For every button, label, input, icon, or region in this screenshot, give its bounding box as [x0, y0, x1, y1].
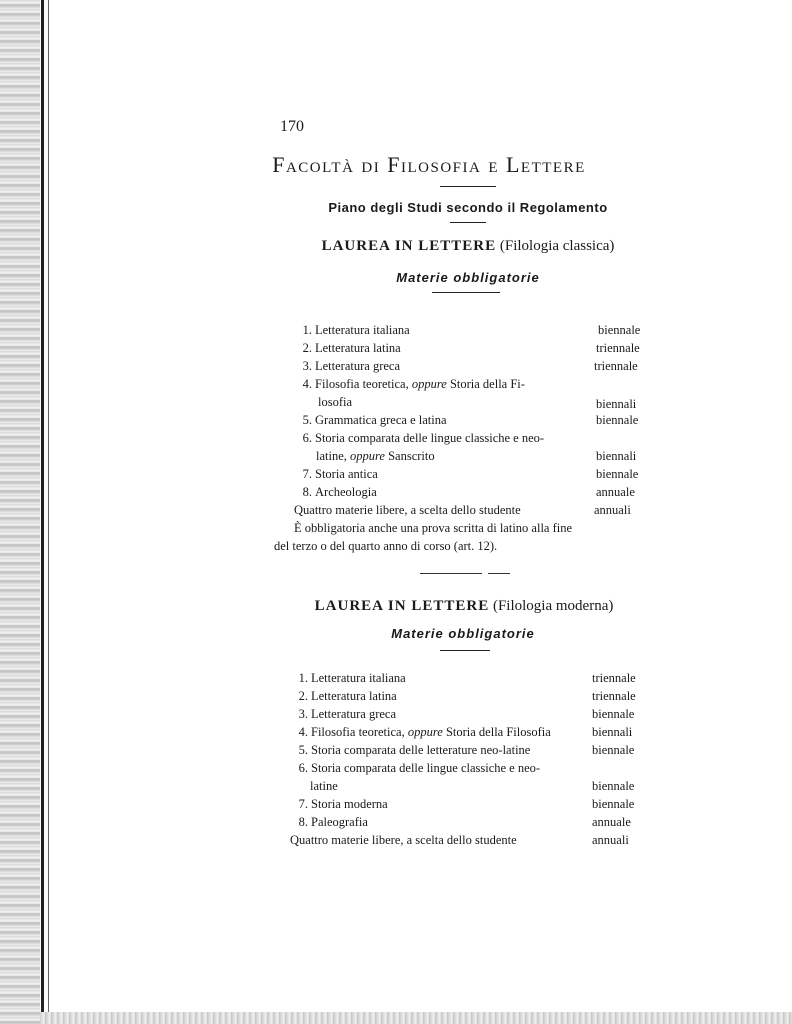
duration: annuale — [596, 485, 635, 499]
duration: triennale — [592, 671, 636, 685]
list-item: 6. Storia comparata delle lingue classiche e neo- — [302, 431, 545, 445]
section-separator — [420, 573, 482, 574]
list-item: 8. Archeologia — [302, 485, 377, 499]
duration: triennale — [592, 689, 636, 703]
duration: annuale — [592, 815, 631, 829]
list-item: 5. Storia comparata delle letterature neo-latine — [298, 743, 531, 757]
list-item: 3. Letteratura greca — [302, 359, 401, 373]
duration: biennale — [592, 797, 635, 811]
section-title-moderna: LAUREA IN LETTERE (Filologia moderna) — [314, 598, 614, 614]
list-item: 4. Filosofia teoretica, oppure Storia della Fi- — [302, 377, 525, 391]
page-bottom-edge — [40, 1012, 792, 1024]
duration: annuali — [592, 833, 629, 847]
duration: biennale — [592, 779, 635, 793]
list-item: 2. Letteratura latina — [298, 689, 397, 703]
duration: annuali — [594, 503, 631, 517]
written-exam-note-cont: del terzo o del quarto anno di corso (art. 12). — [274, 539, 498, 553]
list-item: 3. Letteratura greca — [298, 707, 397, 721]
free-subjects: Quattro materie libere, a scelta dello studente — [290, 833, 517, 847]
plan-rule — [450, 222, 486, 223]
list-item: 7. Storia moderna — [298, 797, 388, 811]
written-exam-note: È obbligatoria anche una prova scritta di latino alla fine — [294, 521, 573, 535]
faculty-title: Facoltà di Filosofia e Lettere — [272, 152, 586, 177]
duration: biennale — [592, 707, 635, 721]
title-rule — [440, 186, 496, 187]
subtitle-rule-moderna — [440, 650, 490, 651]
subtitle-classica: Materie obbligatorie — [396, 270, 540, 285]
plan-title: Piano degli Studi secondo il Regolamento — [328, 200, 608, 215]
section-separator — [488, 573, 510, 574]
page-number: 170 — [280, 118, 304, 135]
section-title-classica: LAUREA IN LETTERE (Filologia classica) — [321, 238, 615, 254]
subtitle-rule-classica — [432, 292, 500, 293]
subtitle-moderna: Materie obbligatorie — [391, 626, 535, 641]
list-item: 7. Storia antica — [302, 467, 378, 481]
list-item: 5. Grammatica greca e latina — [302, 413, 447, 427]
duration: triennale — [596, 341, 640, 355]
duration: biennali — [596, 449, 637, 463]
duration: biennale — [596, 413, 639, 427]
duration: biennali — [592, 725, 633, 739]
list-item: 6. Storia comparata delle lingue classiche e neo- — [298, 761, 541, 775]
list-item: 8. Paleografia — [298, 815, 368, 829]
list-item: 1. Letteratura italiana — [302, 323, 410, 337]
duration: biennale — [592, 743, 635, 757]
duration: biennale — [598, 323, 641, 337]
list-item: 2. Letteratura latina — [302, 341, 401, 355]
duration: biennale — [596, 467, 639, 481]
list-item-continuation: latine — [310, 779, 338, 793]
list-item-continuation: latine, oppure Sanscrito — [316, 449, 435, 463]
list-item: 1. Letteratura italiana — [298, 671, 406, 685]
duration: triennale — [594, 359, 638, 373]
list-item: 4. Filosofia teoretica, oppure Storia della Filosofia — [298, 725, 551, 739]
list-item-continuation: losofia — [318, 395, 353, 409]
duration: biennali — [596, 397, 637, 411]
free-subjects: Quattro materie libere, a scelta dello studente — [294, 503, 521, 517]
